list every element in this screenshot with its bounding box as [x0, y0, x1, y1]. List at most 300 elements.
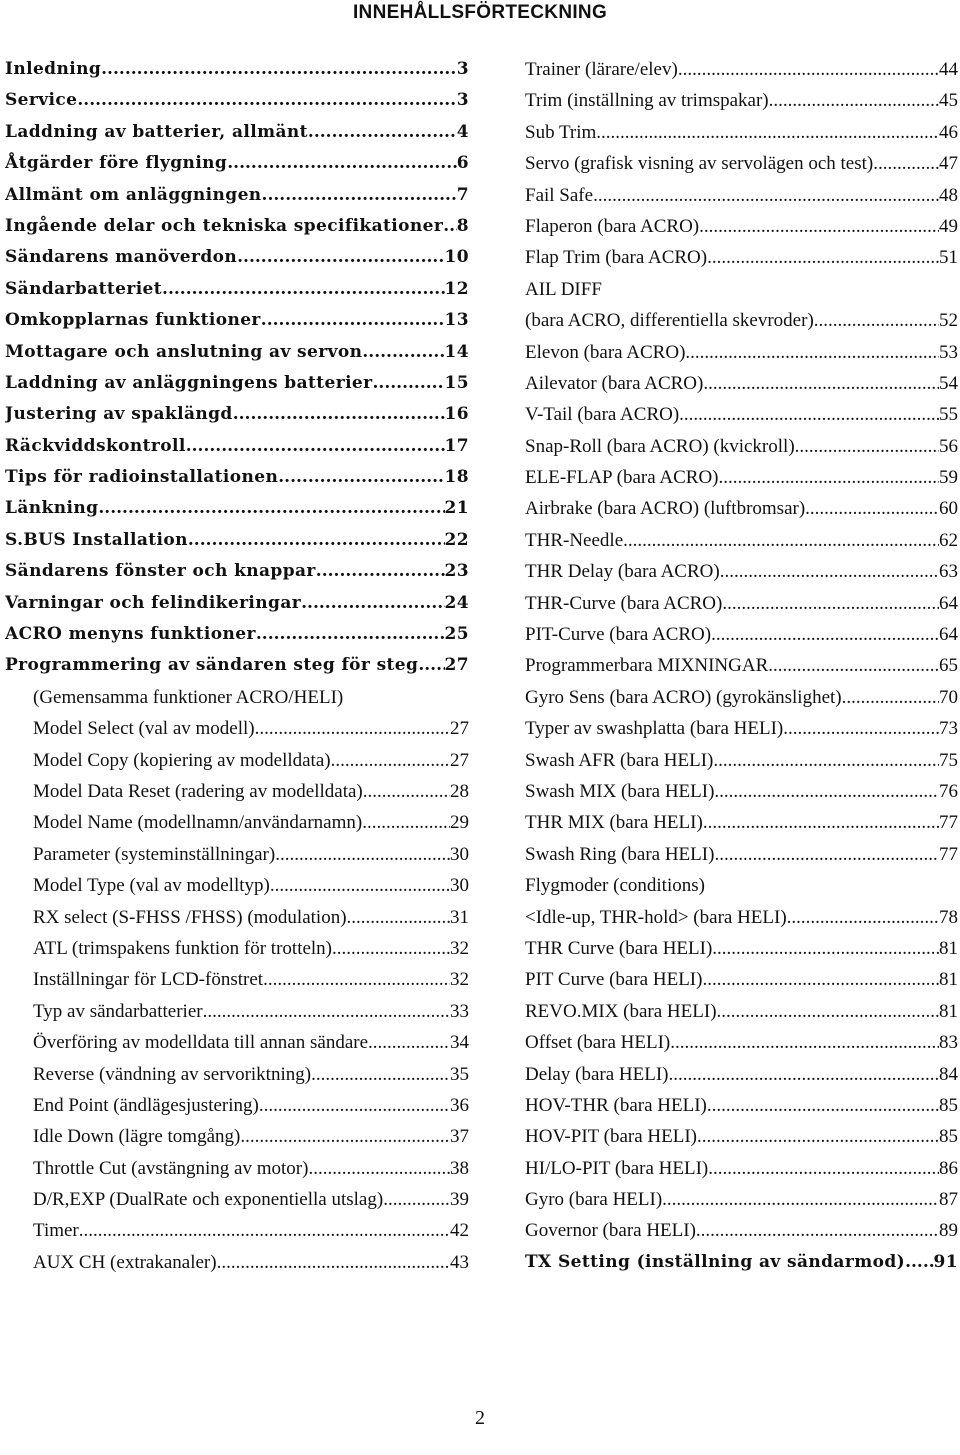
toc-dot-leader [418, 650, 444, 681]
toc-entry [5, 556, 469, 587]
toc-dot-leader [708, 1153, 939, 1184]
toc-entry [525, 399, 958, 430]
toc-entry-page: 7 [456, 184, 469, 205]
toc-dot-leader [668, 1059, 939, 1090]
toc-entry-page: 62 [939, 529, 958, 551]
toc-dot-leader [719, 462, 940, 493]
toc-entry-title: Ingående delar och tekniska specifikationer [5, 215, 444, 236]
toc-entry-title: Flygmoder (conditions) [525, 875, 705, 897]
toc-entry-page: 81 [939, 1000, 958, 1022]
toc-entry-title: Elevon (bara ACRO) [525, 341, 686, 363]
toc-entry [5, 839, 469, 870]
toc-entry [525, 996, 958, 1027]
toc-entry-page: 14 [444, 341, 469, 362]
toc-entry [5, 525, 469, 556]
toc-entry-page: 23 [444, 561, 469, 582]
toc-dot-leader [443, 211, 457, 242]
toc-entry [525, 54, 958, 85]
toc-dot-leader [702, 964, 939, 995]
toc-entry [525, 431, 958, 462]
toc-dot-leader [98, 493, 444, 524]
toc-dot-leader [162, 274, 445, 305]
toc-entry-page: 4 [456, 121, 469, 142]
toc-entry-page: 27 [444, 655, 469, 676]
toc-entry [5, 619, 469, 650]
toc-entry-title: Gyro (bara HELI) [525, 1189, 663, 1211]
toc-entry [5, 431, 469, 462]
toc-entry-title: Swash Ring (bara HELI) [525, 843, 715, 865]
toc-entry-page: 53 [939, 341, 958, 363]
toc-entry-title: AUX CH (extrakanaler) [33, 1251, 217, 1273]
toc-entry [5, 274, 469, 305]
toc-entry-title: REVO.MIX (bara HELI) [525, 1000, 717, 1022]
toc-entry [525, 148, 958, 179]
toc-entry [5, 745, 469, 776]
toc-entry [5, 964, 469, 995]
toc-entry-page: 32 [450, 969, 469, 991]
toc-entry-title: PIT Curve (bara HELI) [525, 969, 703, 991]
toc-dot-leader [873, 148, 939, 179]
toc-dot-leader [237, 242, 444, 273]
toc-entry-page: 15 [444, 372, 469, 393]
toc-dot-leader [685, 337, 939, 368]
page-title: INNEHÅLLSFÖRTECKNING [352, 2, 608, 23]
toc-entry-title: Airbrake (bara ACRO) (luftbromsar) [525, 498, 806, 520]
toc-dot-leader [79, 1215, 450, 1246]
toc-entry [525, 1090, 958, 1121]
toc-entry-page: 86 [939, 1157, 958, 1179]
toc-entry-title: Överföring av modelldata till annan sändare [33, 1032, 369, 1054]
toc-entry-title: HOV-PIT (bara HELI) [525, 1126, 698, 1148]
toc-entry-title: Governor (bara HELI) [525, 1220, 696, 1242]
toc-entry-title: Allmänt om anläggningen [5, 184, 262, 205]
toc-dot-leader [188, 525, 445, 556]
toc-dot-leader [679, 399, 939, 430]
toc-entry-page: 48 [939, 184, 958, 206]
toc-entry-page: 76 [939, 780, 958, 802]
toc-entry [525, 933, 958, 964]
toc-entry-page: 37 [450, 1126, 469, 1148]
toc-entry [5, 1153, 469, 1184]
toc-entry [5, 148, 469, 179]
toc-dot-leader [678, 54, 939, 85]
toc-dot-leader [261, 305, 445, 336]
toc-entry-title: Swash AFR (bara HELI) [525, 749, 714, 771]
toc-dot-leader [316, 556, 445, 587]
toc-dot-leader [262, 180, 457, 211]
toc-entry-title: (Gemensamma funktioner ACRO/HELI) [33, 686, 344, 708]
toc-entry-page: 43 [450, 1251, 469, 1273]
toc-entry [5, 493, 469, 524]
toc-entry [525, 1184, 958, 1215]
toc-dot-leader [712, 933, 939, 964]
toc-entry-page: 30 [450, 875, 469, 897]
toc-entry-title: Trim (inställning av trimspakar) [525, 90, 769, 112]
toc-entry-title: Laddning av batterier, allmänt [5, 121, 308, 142]
toc-entry-title: Programmerbara MIXNINGAR [525, 655, 769, 677]
toc-entry-page: 10 [444, 247, 469, 268]
toc-dot-leader [101, 54, 457, 85]
toc-entry [5, 1027, 469, 1058]
toc-entry-title: THR Curve (bara HELI) [525, 937, 713, 959]
toc-entry [5, 337, 469, 368]
toc-dot-leader [713, 745, 939, 776]
toc-entry-page: 16 [444, 404, 469, 425]
toc-entry-title: Model Name (modellnamn/användarnamn) [33, 812, 363, 834]
toc-entry [525, 1121, 958, 1152]
toc-dot-leader [814, 305, 939, 336]
toc-entry-page: 54 [939, 372, 958, 394]
toc-entry-page: 65 [939, 655, 958, 677]
toc-entry [525, 368, 958, 399]
toc-entry [525, 1059, 958, 1090]
toc-entry-page: 21 [444, 498, 469, 519]
toc-entry [525, 117, 958, 148]
toc-dot-leader [233, 399, 445, 430]
toc-entry [525, 211, 958, 242]
toc-dot-leader [362, 807, 450, 838]
toc-entry [5, 305, 469, 336]
toc-entry-page: 78 [939, 906, 958, 928]
toc-entry-title: Delay (bara HELI) [525, 1063, 669, 1085]
toc-entry-page: 39 [450, 1189, 469, 1211]
toc-dot-leader [363, 776, 450, 807]
toc-entry-title: (bara ACRO, differentiella skevroder) [525, 310, 814, 332]
toc-dot-leader [383, 1184, 450, 1215]
toc-entry-title: Flap Trim (bara ACRO) [525, 247, 708, 269]
toc-entry-page: 46 [939, 121, 958, 143]
toc-entry [525, 493, 958, 524]
toc-entry [5, 902, 469, 933]
toc-entry-title: Typer av swashplatta (bara HELI) [525, 718, 784, 740]
toc-entry-page: 32 [450, 937, 469, 959]
toc-entry [525, 180, 958, 211]
toc-entry [5, 462, 469, 493]
toc-dot-leader [347, 902, 450, 933]
toc-dot-leader [783, 713, 939, 744]
toc-entry [5, 807, 469, 838]
toc-dot-leader [697, 1121, 939, 1152]
toc-entry-title: TX Setting (inställning av sändarmod) [525, 1251, 906, 1272]
toc-dot-leader [263, 964, 450, 995]
toc-dot-leader [270, 870, 450, 901]
toc-entry-page: 31 [450, 906, 469, 928]
toc-entry [5, 117, 469, 148]
toc-entry [5, 588, 469, 619]
toc-entry [525, 85, 958, 116]
toc-entry-title: D/R,EXP (DualRate och exponentiella utslag) [33, 1189, 384, 1211]
toc-entry [525, 588, 958, 619]
toc-entry [5, 180, 469, 211]
toc-entry-title: Reverse (vändning av servoriktning) [33, 1063, 312, 1085]
toc-entry-title: Länkning [5, 498, 99, 519]
toc-dot-leader [905, 1247, 933, 1278]
toc-entry [5, 54, 469, 85]
toc-entry-title: Ailevator (bara ACRO) [525, 372, 704, 394]
toc-entry [525, 776, 958, 807]
toc-entry [5, 933, 469, 964]
toc-dot-leader [308, 117, 457, 148]
toc-entry [5, 242, 469, 273]
toc-dot-leader [842, 682, 939, 713]
toc-entry-title: Swash MIX (bara HELI) [525, 780, 715, 802]
toc-entry [525, 462, 958, 493]
toc-entry-title: PIT-Curve (bara ACRO) [525, 624, 712, 646]
toc-entry-title: Servo (grafisk visning av servolägen och test) [525, 153, 874, 175]
toc-entry-title: Parameter (systeminställningar) [33, 843, 276, 865]
toc-entry-page: 63 [939, 561, 958, 583]
toc-entry [525, 745, 958, 776]
toc-entry-title: Inledning [5, 59, 102, 79]
toc-entry-page: 36 [450, 1094, 469, 1116]
toc-entry [525, 274, 958, 305]
toc-entry [5, 1247, 469, 1278]
toc-dot-leader [203, 996, 450, 1027]
toc-entry-page: 85 [939, 1094, 958, 1116]
toc-entry-page: 73 [939, 718, 958, 740]
toc-entry-page: 49 [939, 215, 958, 237]
toc-entry [525, 1027, 958, 1058]
toc-dot-leader [805, 493, 939, 524]
toc-entry-page: 44 [939, 59, 958, 80]
toc-entry-title: Sub Trim [525, 121, 597, 143]
toc-entry-page: 29 [450, 812, 469, 834]
toc-entry-title: Omkopplarnas funktioner [5, 310, 261, 331]
toc-entry [525, 839, 958, 870]
toc-entry-title: Sändarbatteriet [5, 278, 163, 299]
toc-entry-page: 77 [939, 843, 958, 865]
toc-entry [525, 242, 958, 273]
toc-entry-title: HOV-THR (bara HELI) [525, 1094, 707, 1116]
toc-entry [5, 1059, 469, 1090]
toc-entry-title: Service [5, 90, 78, 111]
toc-entry-title: <Idle-up, THR-hold> (bara HELI) [525, 906, 787, 928]
toc-entry-title: ELE-FLAP (bara ACRO) [525, 467, 719, 489]
toc-dot-leader [662, 1184, 939, 1215]
toc-dot-leader [720, 556, 939, 587]
toc-entry-title: RX select (S-FHSS /FHSS) (modulation) [33, 906, 347, 928]
toc-entry [525, 305, 958, 336]
toc-dot-leader [227, 148, 457, 179]
toc-entry [5, 870, 469, 901]
toc-dot-leader [186, 431, 445, 462]
toc-dot-leader [714, 776, 939, 807]
toc-entry [5, 682, 469, 713]
toc-dot-leader [301, 588, 444, 619]
toc-dot-leader [240, 1121, 450, 1152]
toc-entry-page: 12 [444, 278, 469, 299]
toc-entry-page: 18 [444, 467, 469, 488]
toc-dot-leader [255, 713, 450, 744]
toc-entry [5, 85, 469, 116]
toc-entry [525, 713, 958, 744]
toc-entry-title: Sändarens manöverdon [5, 247, 238, 268]
toc-entry-page: 28 [450, 780, 469, 802]
toc-entry-title: Model Type (val av modelltyp) [33, 875, 270, 897]
toc-entry-title: Idle Down (lägre tomgång) [33, 1126, 241, 1148]
toc-dot-leader [596, 117, 939, 148]
toc-dot-leader [332, 933, 450, 964]
page-number: 2 [475, 1407, 485, 1429]
toc-entry-page: 81 [939, 969, 958, 991]
toc-entry-page: 60 [939, 498, 958, 520]
toc-dot-leader [362, 337, 444, 368]
toc-dot-leader [707, 242, 939, 273]
toc-entry [5, 1090, 469, 1121]
toc-entry-title: Varningar och felindikeringar [5, 592, 302, 613]
toc-entry-title: V-Tail (bara ACRO) [525, 404, 680, 426]
toc-entry-title: Räckviddskontroll [5, 435, 186, 456]
toc-entry-title: Gyro Sens (bara ACRO) (gyrokänslighet) [525, 686, 842, 708]
toc-entry-page: 3 [456, 90, 469, 111]
toc-entry [5, 713, 469, 744]
toc-entry-page: 34 [450, 1032, 469, 1054]
toc-dot-leader [717, 996, 939, 1027]
toc-entry-title: ACRO menyns funktioner [5, 624, 256, 645]
toc-dot-leader [787, 902, 939, 933]
toc-dot-leader [217, 1247, 450, 1278]
toc-entry [525, 1153, 958, 1184]
toc-entry-page: 13 [444, 310, 469, 331]
toc-entry [525, 337, 958, 368]
toc-entry-page: 47 [939, 153, 958, 175]
toc-entry [525, 964, 958, 995]
toc-entry-title: Model Data Reset (radering av modelldata) [33, 780, 363, 802]
toc-entry [525, 902, 958, 933]
toc-left-column [5, 54, 469, 1278]
toc-dot-leader [259, 1090, 450, 1121]
toc-entry-title: S.BUS Installation [5, 529, 188, 550]
toc-entry [525, 1215, 958, 1246]
toc-dot-leader [308, 1153, 450, 1184]
toc-entry-page: 45 [939, 90, 958, 112]
toc-entry-title: Åtgärder före flygning [5, 153, 228, 174]
toc-dot-leader [768, 650, 939, 681]
toc-dot-leader [593, 180, 939, 211]
toc-entry [5, 1121, 469, 1152]
toc-dot-leader [711, 619, 939, 650]
toc-entry-title: Sändarens fönster och knappar [5, 561, 316, 582]
toc-entry-page: 84 [939, 1063, 958, 1085]
toc-entry-title: THR-Curve (bara ACRO) [525, 592, 723, 614]
toc-entry-page: 70 [939, 686, 958, 708]
toc-entry [5, 211, 469, 242]
toc-entry-title: Model Select (val av modell) [33, 718, 255, 740]
toc-entry-page: 51 [939, 247, 958, 269]
toc-entry-page: 81 [939, 937, 958, 959]
toc-entry-title: Tips för radioinstallationen [5, 467, 279, 488]
toc-dot-leader [278, 462, 444, 493]
toc-dot-leader [795, 431, 939, 462]
toc-dot-leader [623, 525, 939, 556]
toc-entry-title: AIL DIFF [525, 278, 602, 300]
toc-entry [5, 996, 469, 1027]
toc-entry-page: 3 [456, 59, 469, 79]
toc-entry-page: 83 [939, 1032, 958, 1054]
toc-entry [5, 1215, 469, 1246]
toc-entry [5, 1184, 469, 1215]
toc-entry-title: HI/LO-PIT (bara HELI) [525, 1157, 709, 1179]
toc-entry-page: 25 [444, 624, 469, 645]
toc-dot-leader [696, 1215, 939, 1246]
toc-dot-leader [769, 85, 939, 116]
toc-entry-title: Model Copy (kopiering av modelldata) [33, 749, 331, 771]
toc-entry-title: Offset (bara HELI) [525, 1032, 671, 1054]
toc-entry-page: 6 [456, 153, 469, 174]
toc-entry [5, 399, 469, 430]
toc-entry-page: 27 [450, 749, 469, 771]
toc-dot-leader [331, 745, 450, 776]
toc-entry-page: 56 [939, 435, 958, 457]
toc-entry-title: Trainer (lärare/elev) [525, 59, 678, 80]
toc-entry [5, 650, 469, 681]
toc-entry-page: 38 [450, 1157, 469, 1179]
toc-entry-page: 8 [456, 215, 469, 236]
toc-entry-page: 87 [939, 1189, 958, 1211]
toc-entry-page: 64 [939, 624, 958, 646]
toc-entry-page: 89 [939, 1220, 958, 1242]
toc-dot-leader [373, 368, 445, 399]
toc-entry-page: 75 [939, 749, 958, 771]
toc-entry-title: ATL (trimspakens funktion för trotteln) [33, 937, 333, 959]
toc-entry-page: 17 [444, 435, 469, 456]
toc-entry [5, 776, 469, 807]
toc-dot-leader [275, 839, 450, 870]
toc-entry-page: 52 [939, 310, 958, 332]
toc-dot-leader [311, 1059, 450, 1090]
toc-dot-leader [707, 1090, 939, 1121]
toc-entry-title: THR-Needle [525, 529, 624, 551]
toc-entry-title: Mottagare och anslutning av servon [5, 341, 363, 362]
toc-dot-leader [699, 211, 939, 242]
toc-dot-leader [670, 1027, 939, 1058]
toc-entry-page: 35 [450, 1063, 469, 1085]
toc-entry [525, 1247, 958, 1278]
toc-entry [525, 525, 958, 556]
toc-dot-leader [256, 619, 445, 650]
toc-entry-page: 59 [939, 467, 958, 489]
toc-right-column [525, 54, 958, 1278]
toc-entry [525, 556, 958, 587]
toc-entry-title: THR MIX (bara HELI) [525, 812, 703, 834]
toc-entry-title: Timer [33, 1220, 79, 1242]
toc-entry-title: Inställningar för LCD-fönstret [33, 969, 264, 991]
toc-entry-title: Throttle Cut (avstängning av motor) [33, 1157, 309, 1179]
toc-entry-title: Snap-Roll (bara ACRO) (kvickroll) [525, 435, 795, 457]
toc-entry-title: End Point (ändlägesjustering) [33, 1094, 259, 1116]
toc-entry-title: Justering av spaklängd [5, 404, 233, 425]
toc-entry-page: 27 [450, 718, 469, 740]
toc-entry-title: Fail Safe [525, 184, 594, 206]
toc-entry-page: 22 [444, 529, 469, 550]
toc-entry [525, 870, 958, 901]
toc-entry-page: 55 [939, 404, 958, 426]
toc-entry [5, 368, 469, 399]
toc-dot-leader [77, 85, 456, 116]
toc-entry-page: 42 [450, 1220, 469, 1242]
toc-entry-page: 24 [444, 592, 469, 613]
toc-entry-page: 85 [939, 1126, 958, 1148]
toc-entry-title: Laddning av anläggningens batterier [5, 372, 373, 393]
toc-entry-page: 64 [939, 592, 958, 614]
toc-entry-title: Programmering av sändaren steg för steg [5, 655, 419, 676]
toc-dot-leader [703, 368, 939, 399]
toc-entry-page: 91 [933, 1251, 958, 1272]
toc-entry [525, 682, 958, 713]
toc-entry-title: Typ av sändarbatterier [33, 1000, 203, 1022]
toc-entry-page: 33 [450, 1000, 469, 1022]
toc-entry-page: 30 [450, 843, 469, 865]
